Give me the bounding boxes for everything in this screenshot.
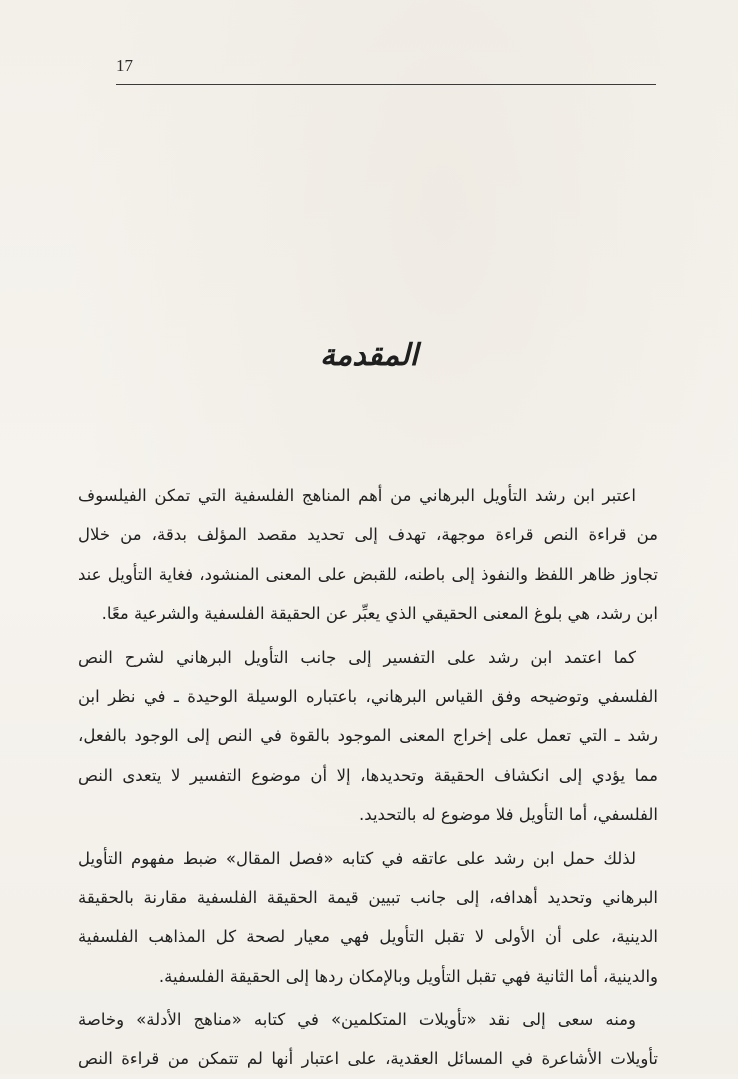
text-line: مما يؤدي إلى انكشاف الحقيقة وتحديدها، إلا أن موضوع التفسير لا يتعدى النص xyxy=(78,765,658,785)
page-header xyxy=(116,56,656,85)
text-line: اعتبر ابن رشد التأويل البرهاني من أهم المناهج الفلسفية التي تمكن الفيلسوف xyxy=(78,486,636,505)
text-line: الفلسفي وتوضيحه وفق القياس البرهاني، باعتباره الوسيلة الوحيدة ـ في نظر ابن xyxy=(78,686,658,706)
text-line: رشد ـ التي تعمل على إخراج المعنى الموجود بالقوة في النص إلى الوجود بالفعل، xyxy=(78,726,658,746)
paragraph-2 xyxy=(78,638,658,835)
text-line: والدينية، أما الثانية فهي تقبل التأويل وبالإمكان ردها إلى الحقيقة الفلسفية. xyxy=(158,966,658,986)
body-text xyxy=(78,476,658,1079)
paragraph-3 xyxy=(78,839,658,997)
text-line: من قراءة النص قراءة موجهة، تهدف إلى تحديد مقصد المؤلف بدقة، من خلال xyxy=(78,525,658,545)
text-line: البرهاني وتحديد أهدافه، إلى جانب تبيين قيمة الحقيقة الفلسفية مقارنة بالحقيقة xyxy=(78,887,658,907)
text-line: الفلسفي، أما التأويل فلا موضوع له بالتحديد. xyxy=(359,805,658,825)
text-line: ابن رشد، هي بلوغ المعنى الحقيقي الذي يعبِّر عن الحقيقة الفلسفية والشرعية معًا. xyxy=(101,604,658,624)
page-number: 17 xyxy=(116,56,133,75)
text-line: تأويلات الأشاعرة في المسائل العقدية، على اعتبار أنها لم تتمكن من قراءة النص xyxy=(78,1049,658,1069)
paragraph-1 xyxy=(78,476,658,634)
paragraph-4 xyxy=(78,1000,658,1079)
chapter-title: المقدمة xyxy=(320,338,418,373)
text-line: تجاوز ظاهر اللفظ والنفوذ إلى باطنه، للقبض على المعنى المنشود، فغاية التأويل عند xyxy=(78,564,658,584)
text-line: كما اعتمد ابن رشد على التفسير إلى جانب التأويل البرهاني لشرح النص xyxy=(78,647,636,667)
text-line: الدينية، على أن الأولى لا تقبل التأويل فهي معيار لصحة كل المذاهب الفلسفية xyxy=(78,927,658,947)
text-line: لذلك حمل ابن رشد على عاتقه في كتابه «فصل المقال» ضبط مفهوم التأويل xyxy=(78,848,636,868)
text-line: ومنه سعى إلى نقد «تأويلات المتكلمين» في كتابه «مناهج الأدلة» وخاصة xyxy=(78,1010,636,1030)
